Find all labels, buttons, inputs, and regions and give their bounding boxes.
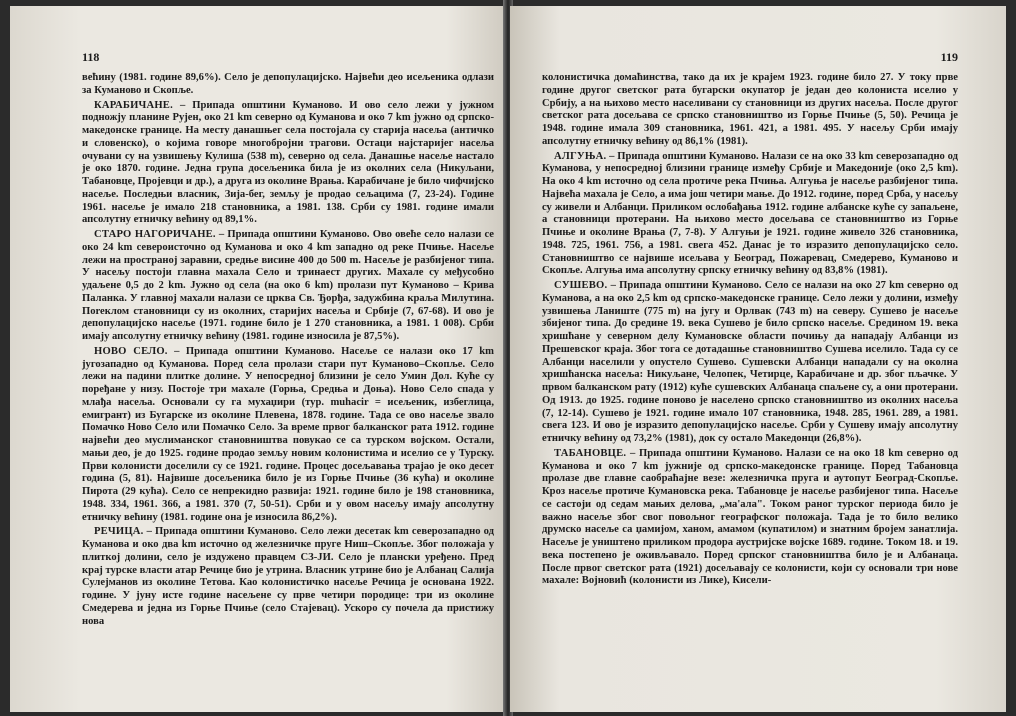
entry-paragraph — [82, 346, 494, 525]
entry-heading: КАРАБИЧАНЕ. — [94, 99, 173, 111]
entry-body: – Припада општини Куманово. Ово овеће село налази се око 24 km североисточно од Куманова и око 4 km западно од реке Пчиње. Насеље лежи на пространој заравни, средње висине 400 до 500 m. Насеље је разбијеног типа. У насељу постоји главна махала Село и тринаест других. Махале су међусобно удаљене 0,5 до 2 km. Јужно од села (на око 6 km) пролази пут Куманово – Крива Паланка. У главној махали налази се црква Св. Ђорђа, задужбина краља Милутина. Поreклом становници су из околних, старијих насеља и Србије (7, 67-68). И ово је депопулацијско насеље (1971. године било је 1 270 становника, а 1981. 1 008). Срби имају апсолутну етничку већину (1981. године износила је 87,5%). — [82, 229, 495, 342]
entry-body: – Припада општини Куманово. Село лежи десетак km северозападно од Куманова и око два km источно од железничке пруге Ниш–Скопље. Због положаја у плиткој долини, село је издужено правцем СЗ-ЈИ. Село је плански уређено. Пред крај турске власти атар Речице био је утрина. Власник утрине био је Албанац Салија Сулејманов из околине Тетова. Као колонистичко насеље Речица је основана 1922. године. У јуну исте године насељене су прве четири породице: три из околине Смедерева и једна из Горње Пчиње (село Стајевац). Ускоро су почела да пристижу нова — [82, 526, 494, 627]
entry-heading: СУШЕВО. — [554, 280, 608, 291]
entry-heading: ТАБАНОВЦЕ. — [554, 447, 627, 459]
entry-body: – Припада општини Куманово. Насеље се налази око 17 km југозападно од Куманова. Поред села пролази стари пут Куманово–Скопље. Село лежи на падини плитке долине. У непосредној близини је село Умин Дол. Куће су поређане у низу. Постоје три махале (Горња, Средња и Доња). Ново Село спада у млађа насеља. Основали су га мухаџири (тур. muhacir = исељеник, избеглица, емигрант) из Бугарске из околине Плевена, 1878. године. Тада се ово насеље звало Помачко Ново Село или Помачко Село. За време првог балканског рата 1912. године највећи део муслиманског становништва повукао се са турском војском. Остали, мањи део, је до 1925. године продао земљу новим колонистима и иселио се у Турску. Први колонисти доселили су се 1921. године. Процес досељавања трајао је око десет година (5, 81). Највише досељеника било је из Горње Пчиње (36 кућа) и околине Пирота (29 кућа). Село се непрекидно развија: 1921. године било је 198 становника, 1948. 334, 1961. 366, а 1981. 370 (7, 50-51). Срби и у овом насељу имају апсолутну етничку већину (1981. године она је износила 86,2%). — [82, 345, 495, 523]
entry-paragraph — [82, 100, 494, 228]
right-page-number: 119 — [940, 50, 958, 64]
entry-body: – Припада општини Куманово. Налази се на око 33 km северозападно од Куманова, у непосредној близини границе између Србије и Македоније (око 2,5 km). На око 4 km источно од села протиче река Пчиња. Алгуња је насеље разбијеног типа. Највећа махала је Село, а има још четири мање. До 1912. године, поред Срба, у насељу су живели и Албанци. Приликом ослобађања 1912. године албанске куће су запаљене, а становници протерани. На њихово место досељава се становништво из Горње Пчиње и околине Врања (7, 7-8). У Алгуњи је 1921. године живело 326 становника, 1948. 725, 1961. 756, а 1981. свега 452. Данас је то изразито депопулацијско село. Становништво се највише исељава у Београд, Пожаревац, Смедерево, Куманово и Скопље. Алгуња има апсолутну српску етничку већину од 83,8% (1981). — [542, 150, 958, 277]
entry-body: колонистичка домаћинства, тако да их је крајем 1923. године било 27. У току прве године другог светског рата бугарски окупатор је један део колониста иселио у Србију, а на њихово место населивани су становници из других насеља. После другог светског рата досељава се српско становништво из Горње Пчиње (5, 50). Речица је 1948. године имала 309 становника, 1961. 421, а 1981. 495. У насељу Срби имају апсолутну етничку већину од 86,1% (1981). — [542, 72, 958, 147]
right-page-text — [542, 72, 958, 588]
entry-paragraph — [542, 448, 958, 588]
left-page-number: 118 — [82, 50, 100, 64]
right-page — [510, 6, 1006, 712]
entry-paragraph — [542, 280, 958, 446]
entry-paragraph — [82, 526, 494, 628]
left-page-text — [82, 72, 494, 628]
entry-heading: РЕЧИЦА. — [94, 526, 144, 538]
entry-heading: СТАРО НАГОРИЧАНЕ. — [94, 229, 216, 240]
left-page — [10, 6, 506, 712]
entry-body: већину (1981. године 89,6%). Село је депопулацијско. Највећи део исељеника одлази за Куманово и Скопље. — [82, 72, 494, 96]
entry-heading: НОВО СЕЛО. — [94, 345, 168, 357]
entry-heading: АЛГУЊА. — [554, 150, 607, 162]
continued-paragraph — [542, 72, 958, 149]
continued-paragraph — [82, 72, 494, 98]
entry-body: – Припада општини Куманово. И ово село лежи у јужном подножју планине Рујен, око 21 km северно од Куманова и око 7 km јужно од српско-македонске границе. На месту данашњег села постојала су старија насеља (античко и словенско), о којима говоре многобројни трагови. Остаци најстаријег насеља очувани су на узвишењу Кулиша (538 m), северно од села. Данашње насеље настало је око 1870. године. Једна група досељеника била је из околних села (Никуљани, Табановце, Пројевци и др.), а друга из околине Врања. Карабичане је било чифчијско насеље. Последњи власник, Зија-бег, земљу је продао сељацима (7, 23-24). Године 1961. насеље је имало 218 становника, а 1981. 138. Срби су 1981. године имали апсолутну етничку већину од 89,1%. — [82, 99, 494, 226]
entry-body: – Припада општини Куманово. Село се налази на око 27 km северно од Куманова, а на око 2,5 km од српско-македонске границе. Село лежи у долини, између узвишења Ланиште (775 m) на југу и Орлвак (743 m) на северу. Сушево је насеље збијеног типа. До средине 19. века Сушево је било српско насеље. Средином 19. века хришћане у северном делу Кумановске области почињу да нападају Албанци из Прешевског краја. Због тога се дотадашње становништво Сушева иселило. Тада су се Албанци населили у опустело Сушево. Сушевски Албанци нападали су на околна хришћанска насеља: Никуљане, Челопек, Четирце, Карабичане и др. због пљачке. У првом балканском рату (1912) куће сушевских Албанаца спаљене су, а они протерани. Од 1913. до 1925. године поново је населено српско становништво из околних насеља (7, 12-14). Сушево је 1921. године имало 107 становника, 1948. 285, 1961. 289, а 1981. свега 123. И ово је изразито депопулацијско насеље. Срби у Сушеву имају апсолутну етничку већину од 73,2% (1981), док су остало Македонци (26,8%). — [542, 280, 958, 444]
entry-paragraph — [542, 151, 958, 279]
entry-body: – Припада општини Куманово. Налази се на око 18 km северно од Куманова и око 7 km јужније од српско-македонске границе. Поред Табановца пролазе две главне саобраћајне везе: железничка пруга и аутопут Београд-Скопље. Кроз насеље протиче Кумановска река. Табановце је насеље разбијеног типа. Насеље се састоји од седам мањих делова, „ма'ала". Током раног турског периода било је важно насеље због свог повољног географског положаја. Тада је то било велико друмско насеље са џамијом, ханом, амамом (купатилом) и знатним бројем занатлија. Насеље је уништено приликом продора аустријске војске 1689. године. Током 18. и 19. века постепено је оживљавало. Поред српског становништва било је и Албанаца. После првог светског рата (1921) досељавају се колонисти, који су основали три нове махале: Војновић (колонисти из Лике), Кисели- — [542, 447, 958, 587]
entry-paragraph — [82, 229, 494, 344]
